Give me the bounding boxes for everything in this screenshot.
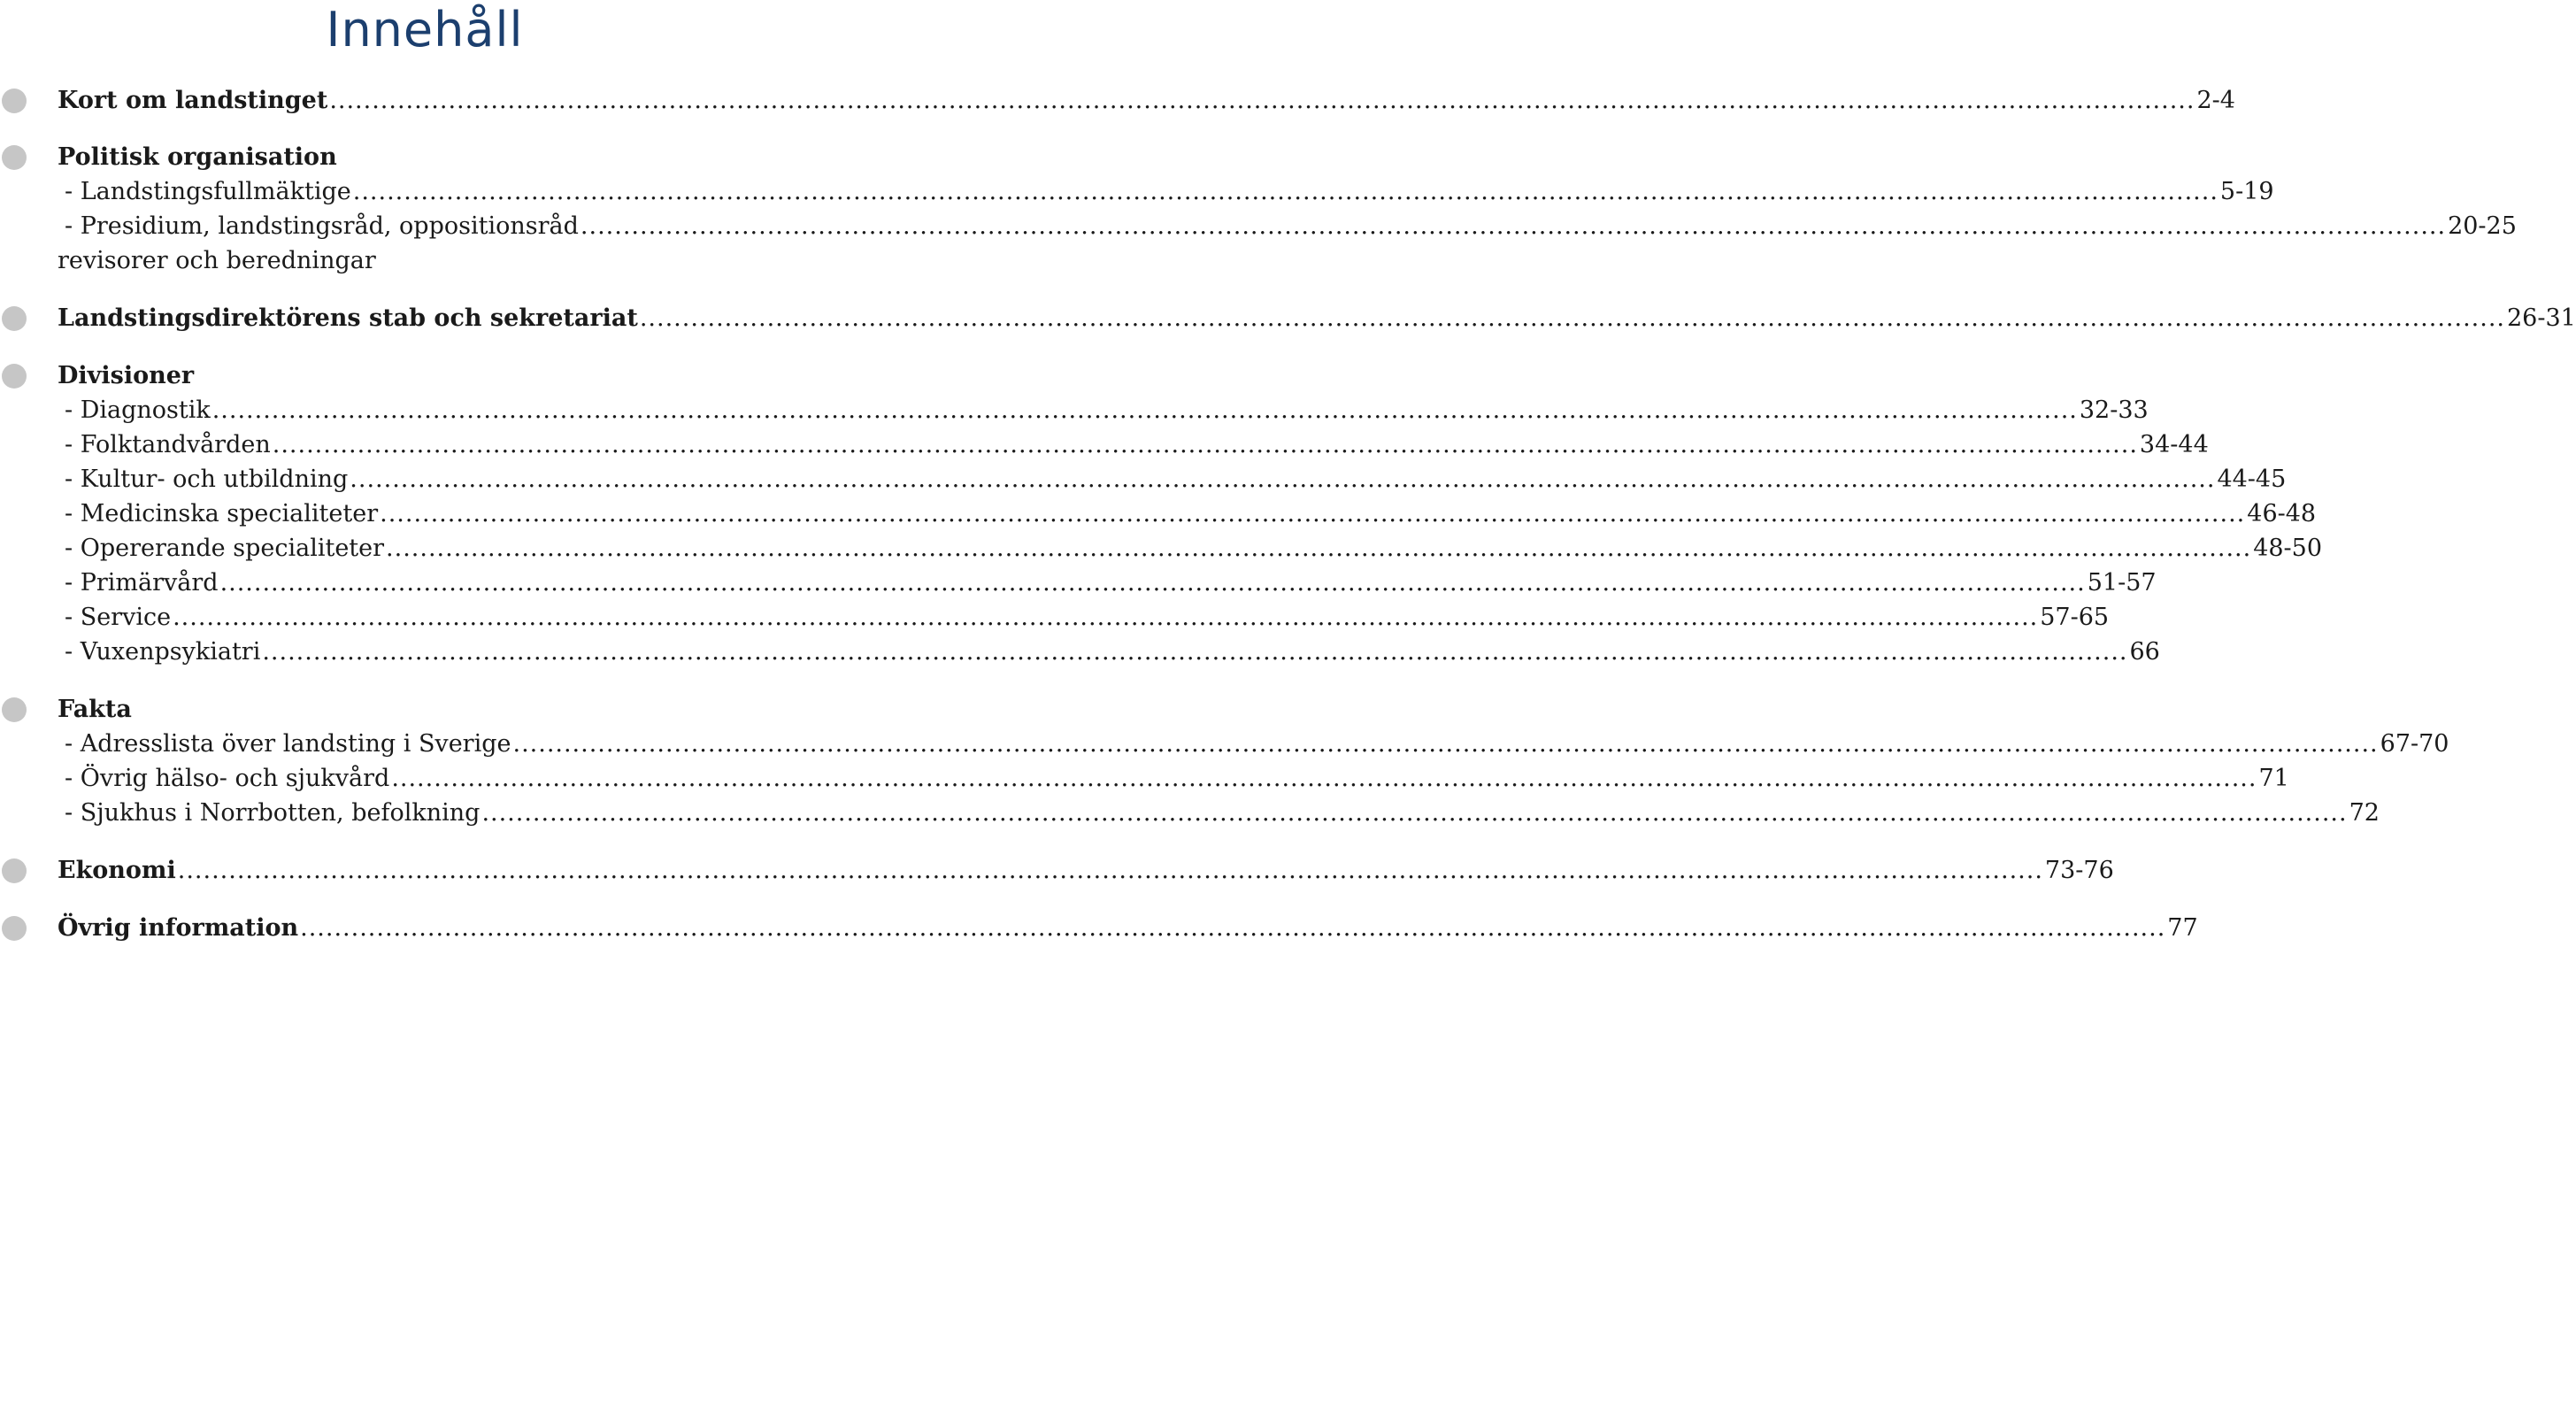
toc-page-number: 77 <box>2167 914 2198 942</box>
toc-leader-dots: ............................................................................................................................................................................................................................ <box>481 799 2348 827</box>
toc-heading-row <box>58 140 788 175</box>
toc-entry-row <box>58 761 2289 797</box>
toc-label: - Opererande specialiteter <box>65 535 385 562</box>
toc-page-number: 66 <box>2129 638 2160 666</box>
toc-entry-row <box>58 393 2149 428</box>
toc-page-number: 34-44 <box>2139 431 2209 458</box>
toc-leader-dots: ............................................................................................................................................................................................................................ <box>350 466 2216 493</box>
toc-entry-row <box>58 531 2323 566</box>
toc-heading-row <box>58 853 2114 889</box>
toc-leader-dots: ............................................................................................................................................................................................................................ <box>329 87 2195 114</box>
toc-entry-row <box>58 174 2274 210</box>
section-bullet-icon <box>2 697 27 722</box>
toc-label: Övrig information <box>58 914 299 942</box>
section-bullet-icon <box>2 916 27 941</box>
toc-label: - Folktandvården <box>65 431 271 458</box>
toc-leader-dots: ............................................................................................................................................................................................................................ <box>272 431 2138 458</box>
toc-leader-dots: ............................................................................................................................................................................................................................ <box>380 500 2246 527</box>
toc-page-number: 46-48 <box>2247 500 2317 527</box>
toc-page-number: 2-4 <box>2196 87 2235 114</box>
toc-heading-row <box>58 692 788 727</box>
toc-leader-dots: ............................................................................................................................................................................................................................ <box>352 178 2218 205</box>
toc-entry-row <box>58 243 788 279</box>
toc-heading-row <box>58 358 788 394</box>
toc-page-number: 48-50 <box>2253 535 2323 562</box>
toc-entry-row <box>58 497 2317 532</box>
toc-entry-row <box>58 796 2380 831</box>
toc-page-number: 51-57 <box>2087 569 2157 597</box>
toc-label: - Diagnostik <box>65 396 211 424</box>
toc-label: - Landstingsfullmäktige <box>65 178 351 205</box>
toc-page-number: 32-33 <box>2079 396 2149 424</box>
toc-leader-dots: ............................................................................................................................................................................................................................ <box>300 914 2166 942</box>
toc-leader-dots: ............................................................................................................................................................................................................................ <box>391 765 2257 792</box>
toc-leader-dots: ............................................................................................................................................................................................................................ <box>177 857 2043 884</box>
toc-page-number: 26-31 <box>2506 304 2576 332</box>
toc-label: Ekonomi <box>58 857 176 884</box>
toc-entry-row <box>58 566 2157 601</box>
toc-label: - Medicinska specialiteter <box>65 500 379 527</box>
toc-label: - Primärvård <box>65 569 219 597</box>
section-bullet-icon <box>2 364 27 389</box>
toc-leader-dots: ............................................................................................................................................................................................................................ <box>639 304 2505 332</box>
toc-label: - Presidium, landstingsråd, oppositionsråd <box>65 212 579 240</box>
toc-leader-dots: ............................................................................................................................................................................................................................ <box>173 604 2039 631</box>
toc-label: - Kultur- och utbildning <box>65 466 349 493</box>
toc-label: Politisk organisation <box>58 143 337 171</box>
toc-page-number: 72 <box>2349 799 2380 827</box>
section-bullet-icon <box>2 89 27 113</box>
toc-heading-row <box>58 83 2235 119</box>
toc-leader-dots: ............................................................................................................................................................................................................................ <box>580 212 2447 240</box>
toc-entry-row <box>58 209 2517 244</box>
toc-entry-row <box>58 635 2160 670</box>
toc-label: - Adresslista över landsting i Sverige <box>65 730 511 758</box>
toc-label: - Övrig hälso- och sjukvård <box>65 765 390 792</box>
toc-leader-dots: ............................................................................................................................................................................................................................ <box>512 730 2379 758</box>
section-bullet-icon <box>2 858 27 883</box>
toc-page-number: 67-70 <box>2380 730 2449 758</box>
toc-leader-dots: ............................................................................................................................................................................................................................ <box>211 396 2078 424</box>
toc-label: Divisioner <box>58 362 195 389</box>
toc-entry-row <box>58 600 2110 635</box>
section-bullet-icon <box>2 306 27 331</box>
toc-label: revisorer och beredningar <box>58 247 376 274</box>
toc-page-number: 57-65 <box>2040 604 2110 631</box>
page-title: Innehåll <box>326 2 524 58</box>
toc-label: Landstingsdirektörens stab och sekretariat <box>58 304 638 332</box>
toc-page-number: 71 <box>2258 765 2289 792</box>
section-bullet-icon <box>2 145 27 170</box>
toc-label: Kort om landstinget <box>58 87 328 114</box>
toc-page-number: 44-45 <box>2217 466 2287 493</box>
toc-page-number: 5-19 <box>2219 178 2274 205</box>
toc-heading-row <box>58 911 2198 946</box>
toc-heading-row <box>58 301 2576 336</box>
toc-leader-dots: ............................................................................................................................................................................................................................ <box>386 535 2252 562</box>
toc-label: - Service <box>65 604 172 631</box>
toc-entry-row <box>58 727 2449 762</box>
toc-label: - Vuxenpsykiatri <box>65 638 261 666</box>
toc-label: Fakta <box>58 696 132 723</box>
toc-page-number: 20-25 <box>2448 212 2517 240</box>
toc-label: - Sjukhus i Norrbotten, befolkning <box>65 799 481 827</box>
toc-entry-row <box>58 427 2209 463</box>
toc-leader-dots: ............................................................................................................................................................................................................................ <box>262 638 2128 666</box>
toc-leader-dots: ............................................................................................................................................................................................................................ <box>219 569 2086 597</box>
toc-page-number: 73-76 <box>2044 857 2114 884</box>
toc-entry-row <box>58 462 2287 497</box>
